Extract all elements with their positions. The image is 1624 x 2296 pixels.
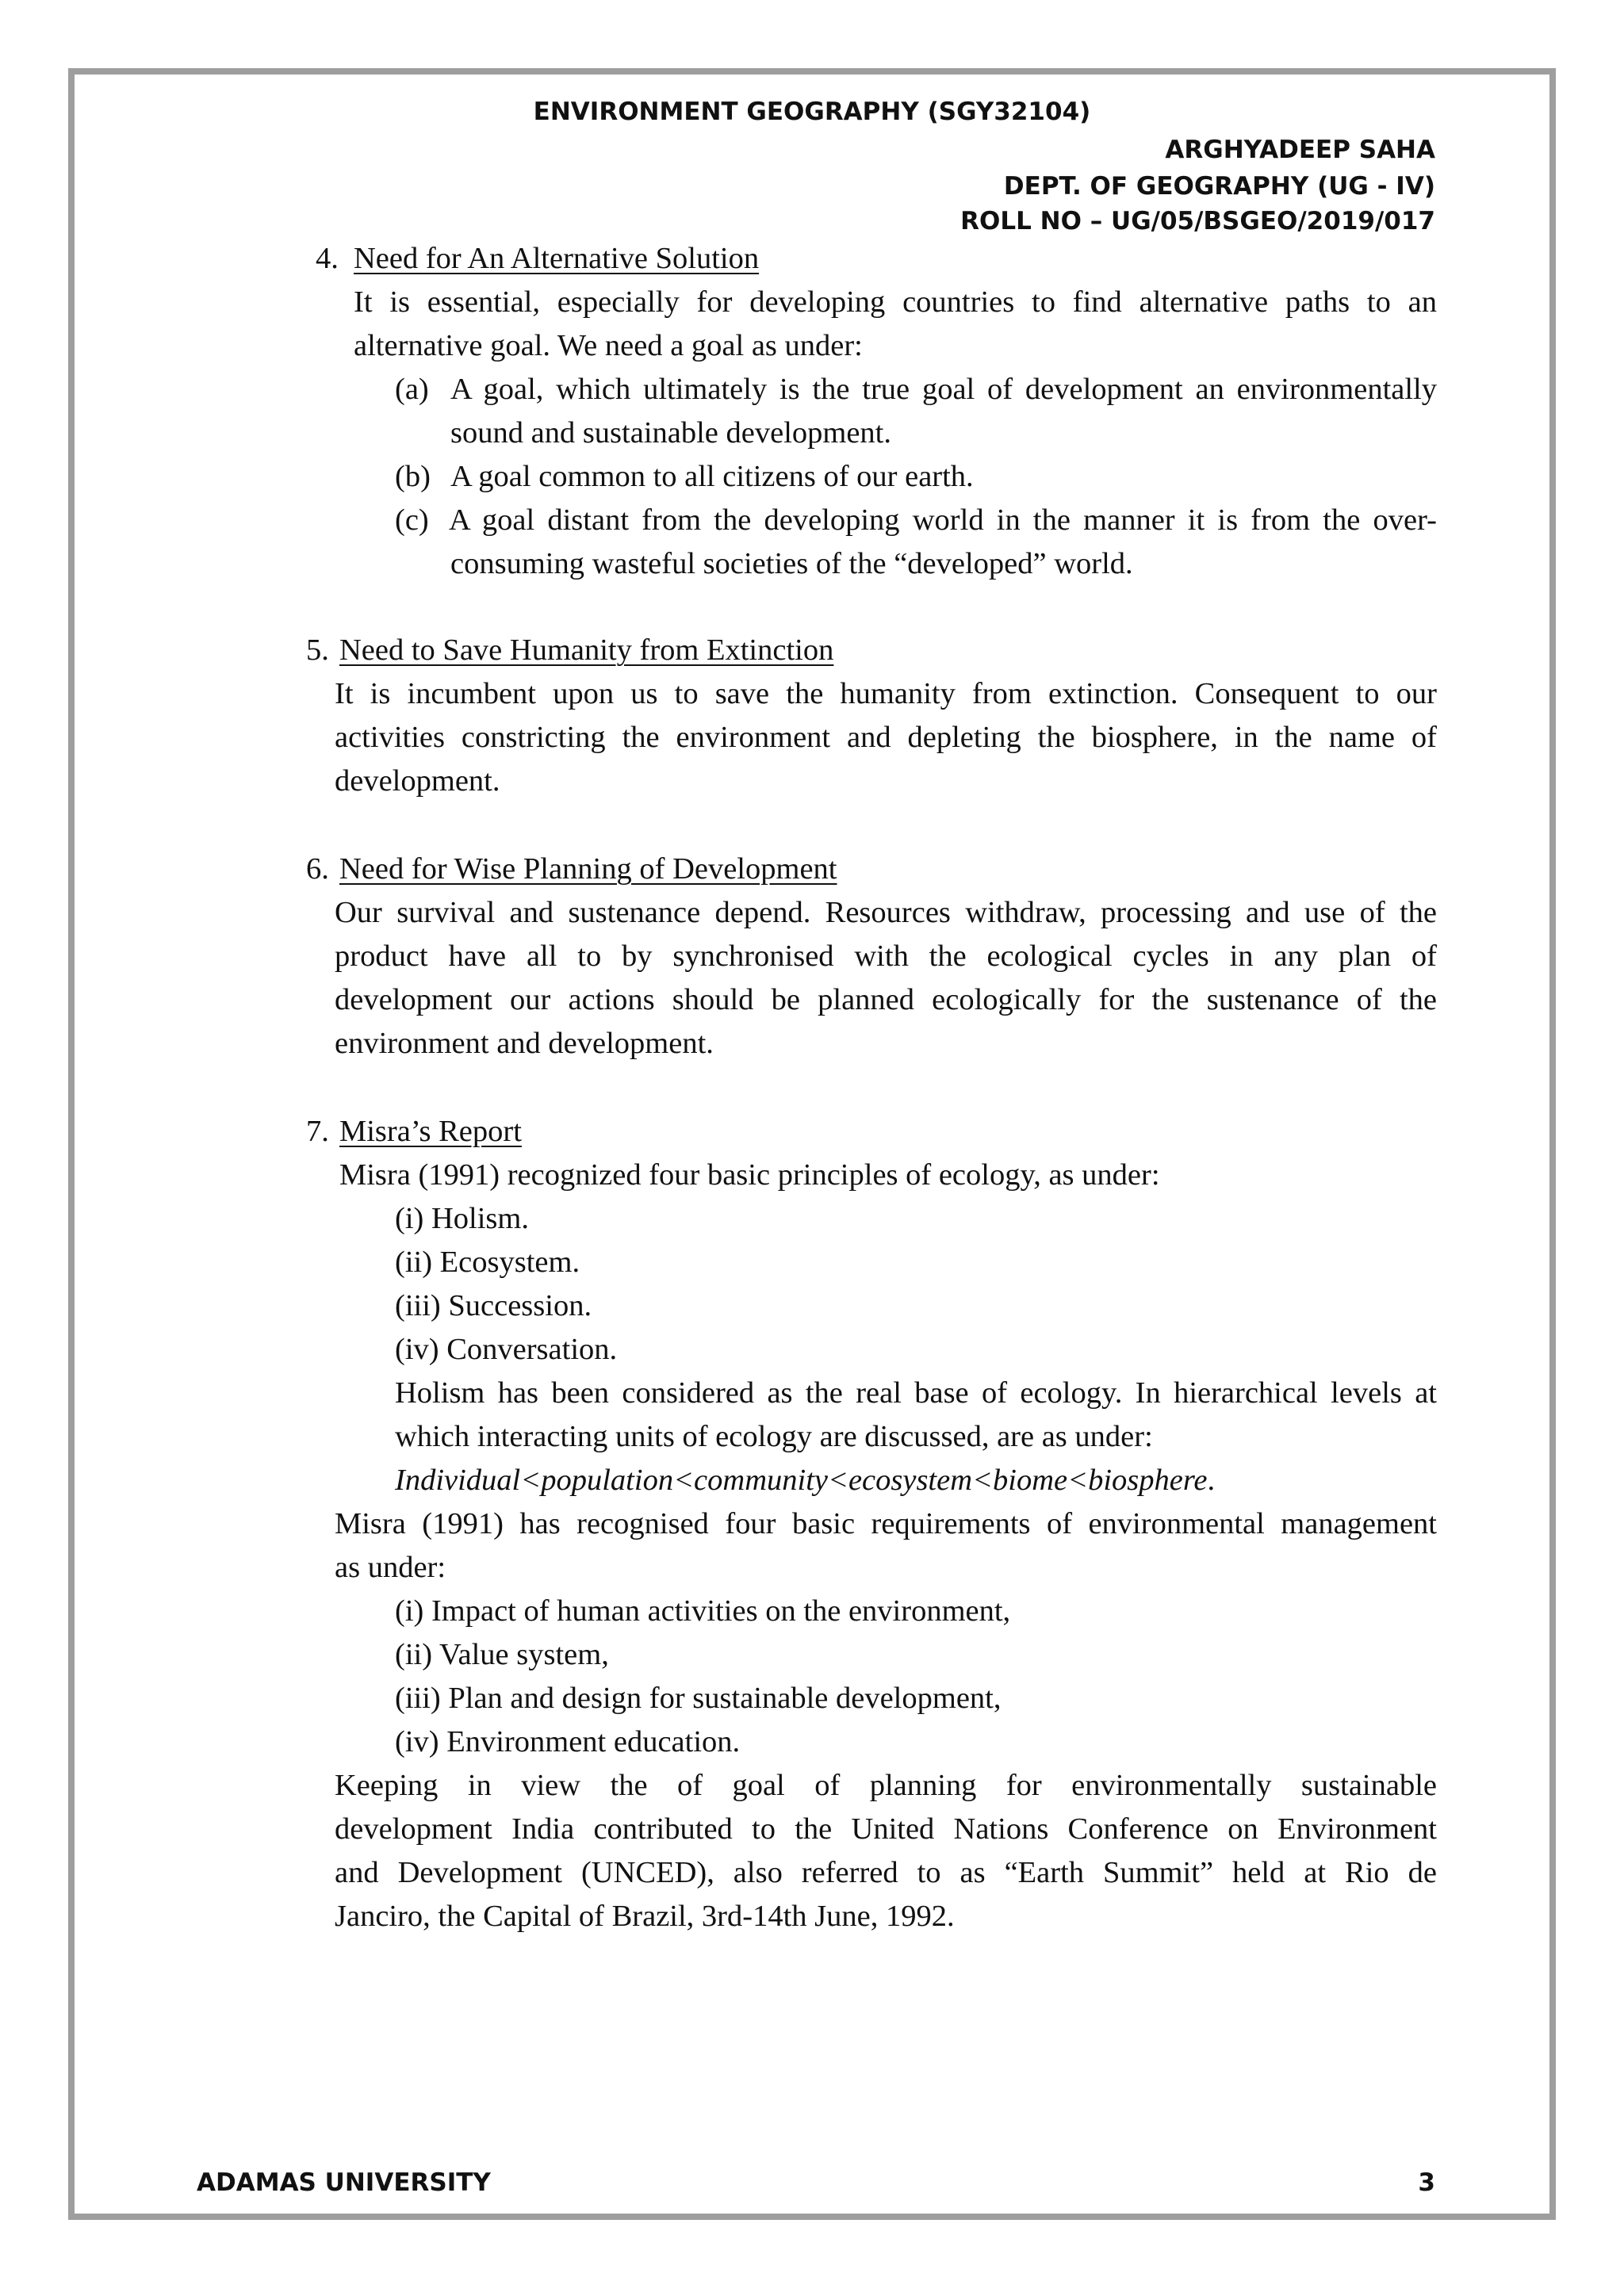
requirement-item: (i) Impact of human activities on the environment, [395,1594,1011,1628]
principle-item: (iv) Conversation. [395,1333,618,1366]
item-c-text-line: consuming wasteful societies of the “developed” world. [450,547,1133,580]
section-6-title: Need for Wise Planning of Development [339,852,837,886]
section-5-text-line: activities constricting the environment and depleting the biosphere, in the name of [335,721,1437,754]
item-a-text-line: sound and sustainable development. [450,416,891,450]
section-5-text-line: development. [335,764,500,798]
section-7-number: 7. [306,1115,329,1148]
department: DEPT. OF GEOGRAPHY (UG - IV) [1003,172,1435,201]
section-4-title: Need for An Alternative Solution [354,242,760,275]
section-4-number: 4. [316,242,339,275]
conclusion-text-line: Keeping in view the of goal of planning for environmentally sustainable [335,1769,1437,1802]
item-c-label: (c) [395,503,429,537]
principle-item: (ii) Ecosystem. [395,1246,580,1279]
hierarchy-period: . [1207,1464,1216,1497]
conclusion-text-line: and Development (UNCED), also referred to as “Earth Summit” held at Rio de [335,1856,1437,1889]
footer-university: ADAMAS UNIVERSITY [197,2168,491,2197]
holism-text-line: which interacting units of ecology are discussed, are as under: [395,1420,1153,1453]
section-4-text-line: alternative goal. We need a goal as under: [354,329,863,362]
item-b-text: A goal common to all citizens of our earth. [450,460,974,493]
item-a-text-line: A goal, which ultimately is the true goal of development an environmentally [450,373,1437,406]
section-6-text-line: environment and development. [335,1027,714,1060]
section-6-text-line: development our actions should be planned ecologically for the sustenance of the [335,983,1437,1016]
section-5-text-line: It is incumbent upon us to save the humanity from extinction. Consequent to our [335,677,1437,710]
holism-text-line: Holism has been considered as the real base of ecology. In hierarchical levels at [395,1376,1437,1410]
requirement-item: (ii) Value system, [395,1638,609,1671]
author-name: ARGHYADEEP SAHA [1165,136,1435,164]
requirements-intro-line: as under: [335,1551,446,1584]
hierarchy-line [395,1465,1215,1496]
section-6-number: 6. [306,852,329,886]
section-5-title: Need to Save Humanity from Extinction [339,633,834,667]
course-title: ENVIRONMENT GEOGRAPHY (SGY32104) [533,98,1091,126]
conclusion-text-line: Janciro, the Capital of Brazil, 3rd-14th June, 1992. [335,1900,955,1933]
principle-item: (iii) Succession. [395,1289,592,1322]
hierarchy-text: Individual<population<community<ecosystem<biome<biosphere [395,1464,1208,1497]
conclusion-text-line: development India contributed to the United Nations Conference on Environment [335,1812,1437,1846]
section-5-number: 5. [306,633,329,667]
section-7-intro: Misra (1991) recognized four basic principles of ecology, as under: [339,1158,1160,1192]
requirement-item: (iv) Environment education. [395,1725,741,1758]
section-4-text-line: It is essential, especially for developing countries to find alternative paths to an [354,285,1437,319]
item-b-label: (b) [395,460,431,493]
item-a-label: (a) [395,373,429,406]
section-6-text-line: product have all to by synchronised with the ecological cycles in any plan of [335,939,1437,973]
section-6-text-line: Our survival and sustenance depend. Resources withdraw, processing and use of the [335,896,1437,929]
section-7-title: Misra’s Report [339,1115,522,1148]
item-c-text-line: A goal distant from the developing world in the manner it is from the over- [449,503,1437,537]
principle-item: (i) Holism. [395,1202,529,1235]
requirements-intro-line: Misra (1991) has recognised four basic requirements of environmental management [335,1507,1437,1540]
roll-number: ROLL NO – UG/05/BSGEO/2019/017 [960,207,1435,235]
page-number: 3 [1418,2168,1435,2197]
requirement-item: (iii) Plan and design for sustainable development, [395,1682,1002,1715]
